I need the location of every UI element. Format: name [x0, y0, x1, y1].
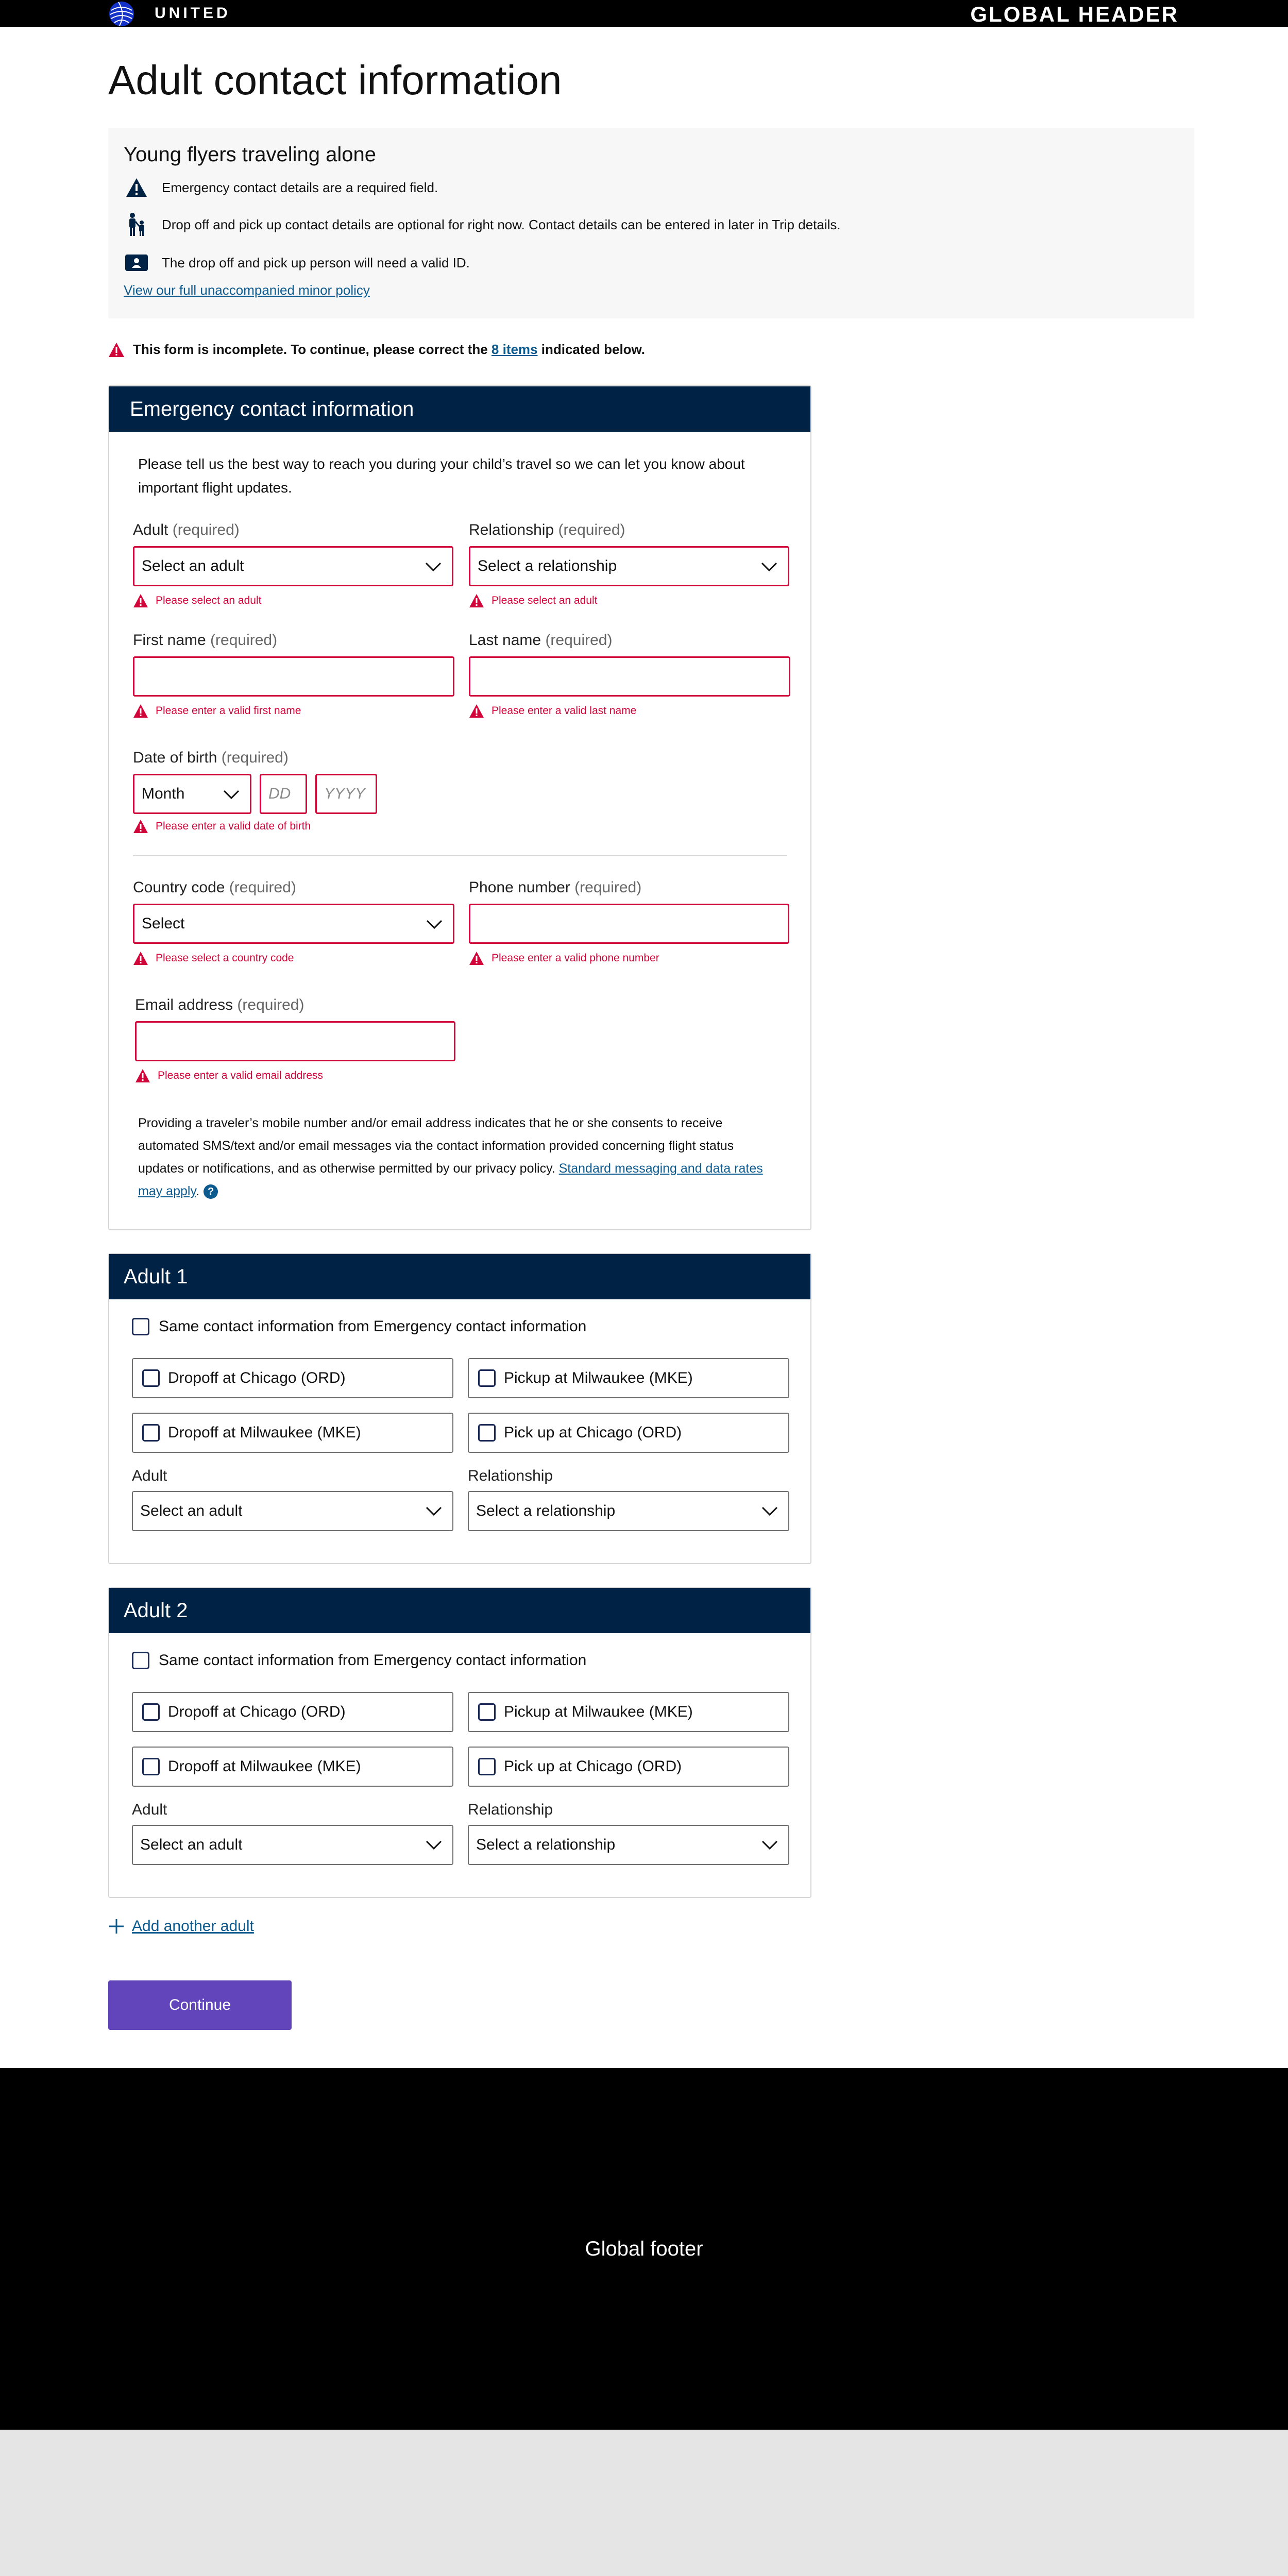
- email-label: Email address (required): [135, 996, 304, 1013]
- notice-heading: Young flyers traveling alone: [124, 143, 376, 166]
- checkbox-icon: [142, 1758, 160, 1775]
- country-code-error: Please select a country code: [133, 951, 294, 965]
- same-contact-checkbox[interactable]: Same contact information from Emergency contact information: [132, 1318, 586, 1335]
- dropoff-chicago-option[interactable]: Dropoff at Chicago (ORD): [132, 1358, 453, 1398]
- page-title: Adult contact information: [108, 57, 562, 103]
- adult-select[interactable]: Select an adult: [132, 1825, 453, 1865]
- error-warning-icon: [133, 819, 148, 834]
- chevron-down-icon: [222, 787, 241, 802]
- adult-label: Adult: [132, 1801, 167, 1818]
- checkbox-icon: [142, 1424, 160, 1442]
- global-footer: [0, 2068, 1288, 2430]
- adult-select[interactable]: Select an adult: [132, 1491, 453, 1531]
- relationship-select[interactable]: Select a relationship: [468, 1825, 789, 1865]
- checkbox-icon: [142, 1369, 160, 1387]
- pickup-milwaukee-option[interactable]: Pickup at Milwaukee (MKE): [468, 1358, 789, 1398]
- same-contact-checkbox[interactable]: Same contact information from Emergency contact information: [132, 1652, 586, 1669]
- error-warning-icon: [108, 342, 125, 358]
- adult-card-title: Adult 1: [109, 1254, 810, 1299]
- young-flyers-notice: [108, 128, 1194, 318]
- dropoff-milwaukee-option[interactable]: Dropoff at Milwaukee (MKE): [132, 1747, 453, 1787]
- dropoff-chicago-option[interactable]: Dropoff at Chicago (ORD): [132, 1692, 453, 1732]
- adult-label: Adult (required): [133, 521, 240, 538]
- consent-text: Providing a traveler’s mobile number and/or email address indicates that he or she consents to receive automated SMS/text and/or email messages via the contact information provided concerning flight status updates or notifications, and as otherwise permitted by our privacy policy. Standard messaging and data rates may apply. ?: [138, 1116, 763, 1198]
- last-name-error: Please enter a valid last name: [469, 704, 636, 718]
- chevron-down-icon: [425, 1503, 443, 1519]
- error-items-link[interactable]: 8 items: [491, 342, 538, 357]
- checkbox-icon: [132, 1318, 149, 1335]
- error-warning-icon: [469, 704, 484, 718]
- notice-item-text: Emergency contact details are a required field.: [162, 179, 438, 195]
- last-name-input[interactable]: [469, 656, 790, 697]
- dob-year-input[interactable]: YYYY: [315, 774, 377, 814]
- pickup-chicago-option[interactable]: Pick up at Chicago (ORD): [468, 1747, 789, 1787]
- chevron-down-icon: [760, 1837, 779, 1853]
- help-icon[interactable]: ?: [204, 1184, 218, 1199]
- checkbox-icon: [478, 1369, 496, 1387]
- adult-card-title: Adult 2: [109, 1588, 810, 1633]
- chevron-down-icon: [760, 1503, 779, 1519]
- last-name-label: Last name (required): [469, 632, 613, 649]
- country-code-label: Country code (required): [133, 879, 296, 896]
- phone-number-input[interactable]: [469, 904, 789, 944]
- continue-button[interactable]: Continue: [108, 1980, 292, 2030]
- chevron-down-icon: [425, 917, 444, 932]
- error-summary-suffix: indicated below.: [541, 342, 646, 357]
- notice-item: [124, 212, 841, 237]
- form-error-summary: [108, 342, 645, 358]
- email-input[interactable]: [135, 1021, 455, 1061]
- chevron-down-icon: [760, 559, 778, 574]
- id-card-icon: [124, 251, 149, 274]
- first-name-error: Please enter a valid first name: [133, 704, 301, 718]
- error-warning-icon: [133, 594, 148, 608]
- checkbox-icon: [142, 1703, 160, 1721]
- notice-item: [124, 175, 438, 200]
- relationship-label: Relationship: [468, 1801, 553, 1818]
- checkbox-icon: [478, 1703, 496, 1721]
- country-code-select[interactable]: Select: [133, 904, 454, 944]
- phone-number-label: Phone number (required): [469, 879, 642, 896]
- adult-error: Please select an adult: [133, 594, 261, 608]
- chevron-down-icon: [425, 1837, 443, 1853]
- checkbox-icon: [478, 1758, 496, 1775]
- emergency-contact-card: [108, 385, 811, 1230]
- relationship-label: Relationship (required): [469, 521, 625, 538]
- global-header: [0, 0, 1288, 27]
- notice-item-text: The drop off and pick up person will need a valid ID.: [162, 255, 470, 270]
- notice-item: [124, 250, 470, 275]
- error-warning-icon: [469, 951, 484, 965]
- pickup-chicago-option[interactable]: Pick up at Chicago (ORD): [468, 1413, 789, 1453]
- dob-error: Please enter a valid date of birth: [133, 819, 311, 834]
- relationship-label: Relationship: [468, 1467, 553, 1484]
- error-warning-icon: [133, 951, 148, 965]
- add-another-adult-link[interactable]: Add another adult: [108, 1918, 254, 1935]
- first-name-label: First name (required): [133, 632, 278, 649]
- phone-number-error: Please enter a valid phone number: [469, 951, 659, 965]
- error-summary-prefix: This form is incomplete. To continue, please correct the: [133, 342, 488, 357]
- email-error: Please enter a valid email address: [135, 1069, 323, 1083]
- error-warning-icon: [469, 594, 484, 608]
- minor-policy-link[interactable]: View our full unaccompanied minor policy: [124, 282, 370, 298]
- adult-label: Adult: [132, 1467, 167, 1484]
- emergency-intro: Please tell us the best way to reach you during your child’s travel so we can let you know about important flight updates.: [138, 456, 745, 496]
- dob-day-input[interactable]: DD: [260, 774, 307, 814]
- global-header-title: GLOBAL HEADER: [970, 2, 1179, 26]
- dob-month-select[interactable]: Month: [133, 774, 251, 814]
- checkbox-icon: [132, 1652, 149, 1669]
- relationship-select[interactable]: Select a relationship: [469, 546, 789, 586]
- adult-child-icon: [124, 213, 149, 236]
- relationship-error: Please select an adult: [469, 594, 597, 608]
- checkbox-icon: [478, 1424, 496, 1442]
- section-divider: [133, 855, 787, 856]
- relationship-select[interactable]: Select a relationship: [468, 1491, 789, 1531]
- united-globe-icon[interactable]: [108, 1, 135, 27]
- warning-icon: [124, 176, 149, 199]
- pickup-milwaukee-option[interactable]: Pickup at Milwaukee (MKE): [468, 1692, 789, 1732]
- adult-select[interactable]: Select an adult: [133, 546, 453, 586]
- united-logo-text[interactable]: UNITED: [155, 5, 231, 22]
- notice-item-text: Drop off and pick up contact details are optional for right now. Contact details can be entered in later in Trip details.: [162, 216, 841, 232]
- error-warning-icon: [133, 704, 148, 718]
- adult-card: [108, 1587, 811, 1898]
- emergency-contact-title: Emergency contact information: [109, 386, 810, 432]
- global-footer-title: Global footer: [585, 2237, 703, 2260]
- dob-label: Date of birth (required): [133, 749, 289, 766]
- adult-card: [108, 1253, 811, 1564]
- first-name-input[interactable]: [133, 656, 454, 697]
- plus-icon: [108, 1918, 125, 1935]
- dropoff-milwaukee-option[interactable]: Dropoff at Milwaukee (MKE): [132, 1413, 453, 1453]
- error-warning-icon: [135, 1069, 150, 1083]
- chevron-down-icon: [424, 559, 443, 574]
- messaging-rates-link[interactable]: Standard messaging and data rates may apply: [138, 1161, 763, 1198]
